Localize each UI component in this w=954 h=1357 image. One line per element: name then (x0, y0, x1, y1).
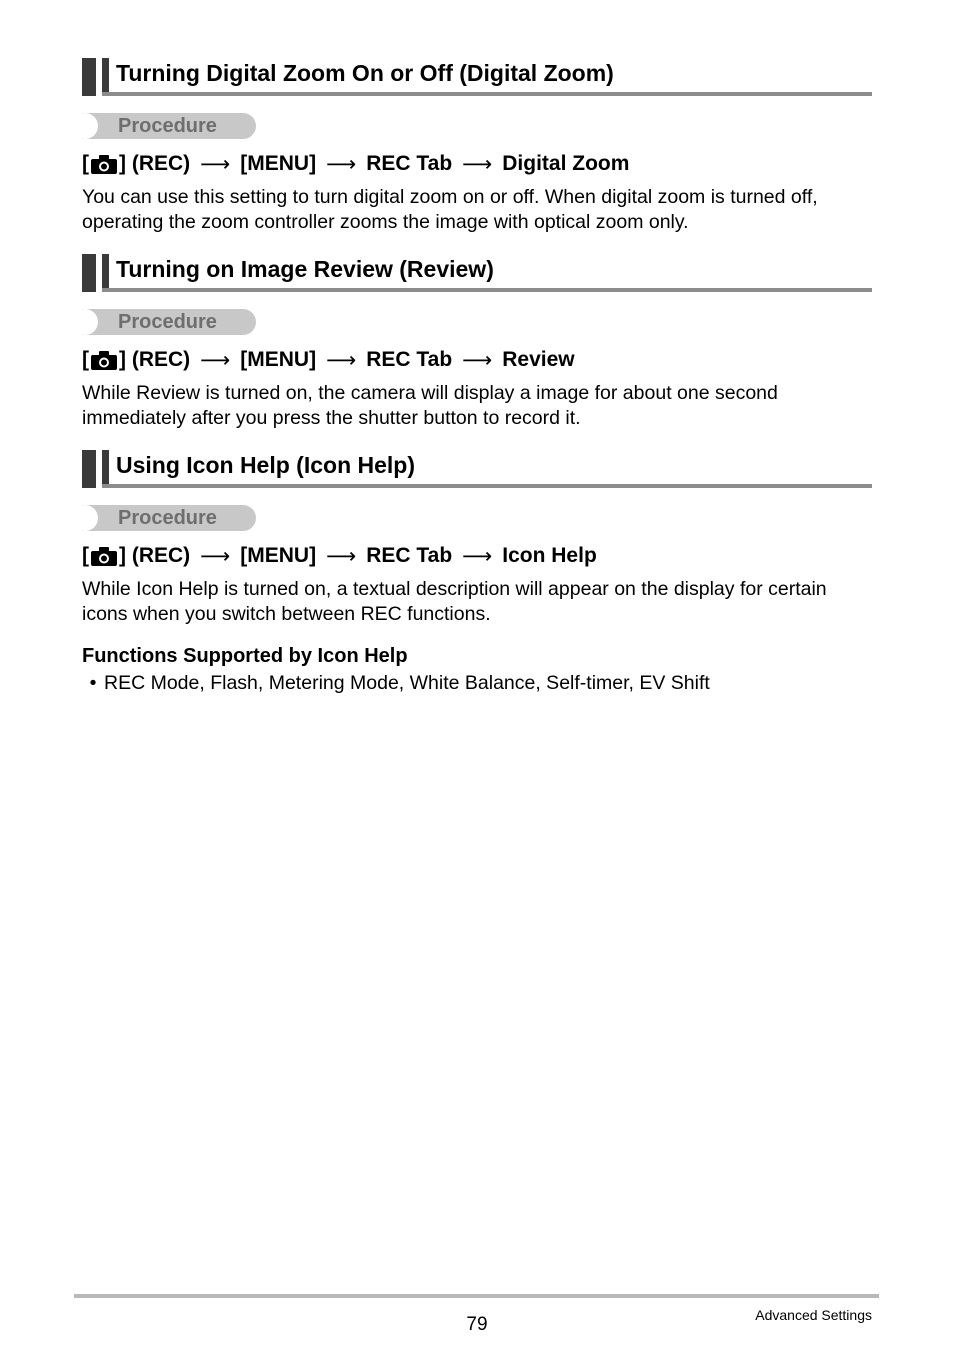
heading-bar (82, 254, 96, 292)
heading-rule (102, 288, 872, 292)
heading-rule (102, 92, 872, 96)
footer-rule (74, 1294, 879, 1298)
procedure-label: Procedure (118, 507, 217, 529)
section-body: While Icon Help is turned on, a textual description will appear on the display for certain icons when you switch between REC functions. (82, 578, 827, 625)
list-item: • REC Mode, Flash, Metering Mode, White Balance, Self-timer, EV Shift (82, 672, 872, 695)
section-icon-help (82, 450, 872, 695)
heading-bar (102, 450, 109, 488)
arrow-icon: ⟶ (326, 152, 357, 176)
section-title: Using Icon Help (Icon Help) (116, 452, 416, 478)
section-heading (82, 58, 872, 96)
section-body: You can use this setting to turn digital zoom on or off. When digital zoom is turned off, operating the zoom controller zooms the image with optical zoom only. (82, 186, 818, 233)
arrow-icon: ⟶ (326, 348, 357, 372)
section-heading (82, 450, 872, 488)
camera-icon (91, 155, 117, 174)
arrow-icon: ⟶ (462, 544, 493, 568)
menu-path: [ ] (REC) ⟶ [MENU] ⟶ REC Tab ⟶ Icon Help (82, 544, 597, 568)
arrow-icon: ⟶ (200, 348, 231, 372)
section-title: Turning on Image Review (Review) (116, 256, 494, 282)
subheading: Functions Supported by Icon Help (82, 645, 408, 667)
chapter-label: Advanced Settings (755, 1307, 872, 1323)
procedure-label: Procedure (118, 115, 217, 137)
section-digital-zoom (82, 58, 872, 235)
heading-bar (102, 254, 109, 292)
heading-bar (82, 58, 96, 96)
page-number: 79 (466, 1314, 488, 1335)
section-heading (82, 254, 872, 292)
bullet-icon: • (89, 672, 97, 694)
camera-icon (91, 351, 117, 370)
arrow-icon: ⟶ (200, 152, 231, 176)
heading-rule (102, 484, 872, 488)
procedure-tag (82, 309, 256, 335)
arrow-icon: ⟶ (200, 544, 231, 568)
menu-path: [ ] (REC) ⟶ [MENU] ⟶ REC Tab ⟶ Review (82, 348, 575, 372)
camera-icon (91, 547, 117, 566)
section-review (82, 254, 872, 431)
procedure-tag (82, 113, 256, 139)
heading-bar (102, 58, 109, 96)
section-body: While Review is turned on, the camera will display a image for about one second immediately after you press the shutter button to record it. (82, 382, 778, 429)
procedure-tag (82, 505, 256, 531)
arrow-icon: ⟶ (462, 152, 493, 176)
arrow-icon: ⟶ (462, 348, 493, 372)
menu-path: [ ] (REC) ⟶ [MENU] ⟶ REC Tab ⟶ Digital Zoom (82, 152, 630, 176)
heading-bar (82, 450, 96, 488)
arrow-icon: ⟶ (326, 544, 357, 568)
procedure-label: Procedure (118, 311, 217, 333)
section-title: Turning Digital Zoom On or Off (Digital Zoom) (116, 60, 614, 86)
